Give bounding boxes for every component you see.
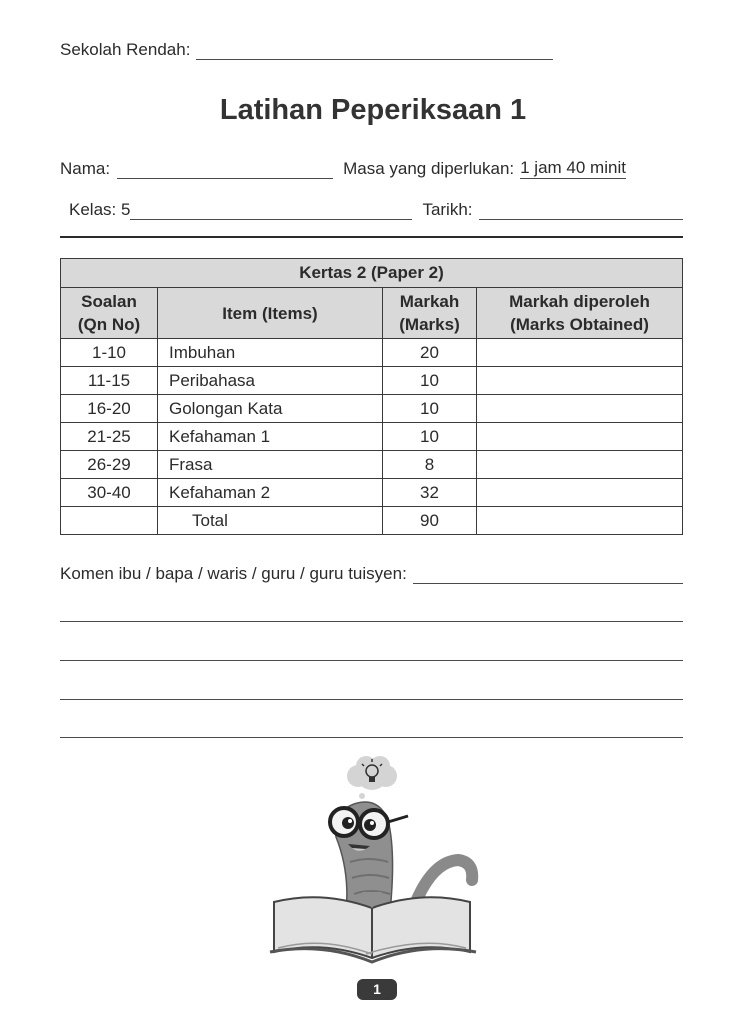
col-marks-header: [383, 288, 477, 339]
item-cell: Golongan Kata: [158, 395, 383, 423]
item-cell: Peribahasa: [158, 367, 383, 395]
table-row: [61, 367, 683, 395]
qn-cell: 1-10: [61, 339, 158, 367]
school-input-line[interactable]: [196, 41, 553, 60]
marks-cell: 10: [383, 395, 477, 423]
total-marks: 90: [383, 507, 477, 535]
qn-cell: 11-15: [61, 367, 158, 395]
school-field: [60, 40, 683, 60]
comment-line[interactable]: [60, 699, 683, 700]
marks-cell: 8: [383, 451, 477, 479]
table-row: [61, 423, 683, 451]
marks-cell: 32: [383, 479, 477, 507]
col-qn-line1: Soalan: [81, 292, 137, 311]
name-duration-row: [60, 158, 683, 179]
col-marks-line2: (Marks): [399, 315, 460, 334]
col-qn-header: [61, 288, 158, 339]
obtained-cell[interactable]: [477, 479, 683, 507]
page-title: Latihan Peperiksaan 1: [219, 94, 527, 126]
obtained-cell[interactable]: [477, 367, 683, 395]
total-obtained-cell[interactable]: [477, 507, 683, 535]
duration-label: Masa yang diperlukan:: [343, 159, 515, 178]
obtained-cell[interactable]: [477, 451, 683, 479]
comment-input-line[interactable]: [413, 565, 683, 584]
total-row: [61, 507, 683, 535]
marks-cell: 10: [383, 423, 477, 451]
qn-cell: 21-25: [61, 423, 158, 451]
item-cell: Imbuhan: [158, 339, 383, 367]
obtained-cell[interactable]: [477, 395, 683, 423]
marks-cell: 20: [383, 339, 477, 367]
comment-line[interactable]: [60, 737, 683, 738]
name-input-line[interactable]: [117, 160, 333, 179]
table-caption: Kertas 2 (Paper 2): [61, 259, 683, 288]
date-label: Tarikh:: [422, 200, 473, 219]
bookworm-mascot-icon: [262, 752, 484, 974]
qn-cell: 16-20: [61, 395, 158, 423]
marks-cell: 10: [383, 367, 477, 395]
table-row: [61, 339, 683, 367]
col-item-header: Item (Items): [158, 288, 383, 339]
school-label: Sekolah Rendah:: [60, 40, 191, 59]
col-qn-line2: (Qn No): [77, 315, 141, 334]
page-number: 1: [357, 979, 397, 1000]
name-label: Nama:: [60, 159, 111, 178]
col-marks-line1: Markah: [399, 292, 460, 311]
col-obtained-line1: Markah diperoleh: [509, 292, 650, 311]
date-input-line[interactable]: [479, 201, 683, 220]
table-row: [61, 395, 683, 423]
class-date-row: [60, 200, 683, 220]
obtained-cell[interactable]: [477, 423, 683, 451]
col-obtained-header: [477, 288, 683, 339]
item-cell: Frasa: [158, 451, 383, 479]
table-row: [61, 479, 683, 507]
item-cell: Kefahaman 1: [158, 423, 383, 451]
total-label: Total: [158, 507, 383, 535]
qn-cell: 30-40: [61, 479, 158, 507]
item-cell: Kefahaman 2: [158, 479, 383, 507]
table-row: [61, 451, 683, 479]
comment-line[interactable]: [60, 660, 683, 661]
class-label: Kelas: 5: [69, 200, 131, 219]
comment-field: [60, 564, 683, 584]
duration-value: 1 jam 40 minit: [520, 158, 626, 177]
col-obtained-line2: (Marks Obtained): [510, 315, 649, 334]
qn-cell: 26-29: [61, 451, 158, 479]
lightbulb-thought-icon: [347, 756, 397, 799]
header-divider: [60, 236, 683, 238]
total-empty-cell: [61, 507, 158, 535]
class-input-line[interactable]: [130, 201, 412, 220]
marks-table: [60, 258, 683, 535]
comment-label: Komen ibu / bapa / waris / guru / guru tuisyen:: [60, 564, 407, 583]
comment-line[interactable]: [60, 621, 683, 622]
obtained-cell[interactable]: [477, 339, 683, 367]
